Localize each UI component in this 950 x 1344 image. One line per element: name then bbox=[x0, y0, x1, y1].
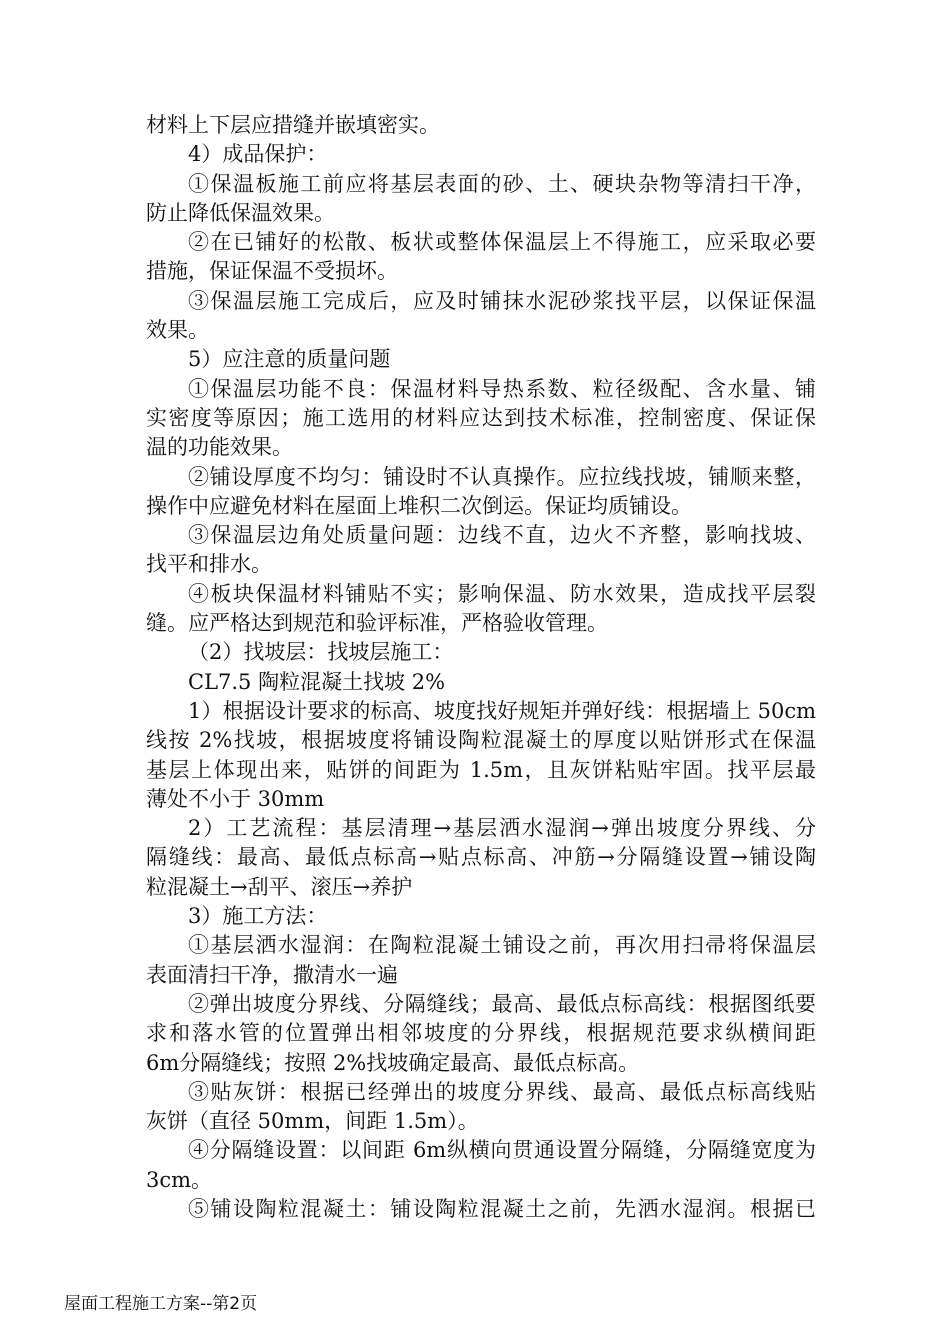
text-line: 操作中应避免材料在屋面上堆积二次倒运。保证均质铺设。 bbox=[146, 493, 692, 518]
text-line: ④板块保温材料铺贴不实；影响保温、防水效果，造成找平层裂 bbox=[188, 581, 816, 606]
text-line: 效果。 bbox=[146, 318, 209, 343]
text-line: 找平和排水。 bbox=[146, 552, 272, 577]
text-line: 3）施工方法： bbox=[188, 904, 328, 929]
text-line: ③保温层边角处质量问题：边线不直，边火不齐整，影响找坡、 bbox=[188, 523, 816, 548]
text-line: ⑤铺设陶粒混凝土：铺设陶粒混凝土之前，先洒水湿润。根据已 bbox=[188, 1196, 816, 1221]
text-line: ③保温层施工完成后，应及时铺抹水泥砂浆找平层，以保证保温 bbox=[188, 288, 816, 313]
text-line: ②铺设厚度不均匀：铺设时不认真操作。应拉线找坡，铺顺来整， bbox=[188, 464, 816, 489]
text-line: 措施，保证保温不受损坏。 bbox=[146, 259, 398, 284]
body-text bbox=[146, 111, 816, 1224]
text-line: 薄处不小于 30mm bbox=[146, 786, 325, 811]
text-line: 材料上下层应措缝并嵌填密实。 bbox=[146, 113, 440, 137]
text-line: 隔缝线：最高、最低点标高→贴点标高、冲筋→分隔缝设置→铺设陶 bbox=[146, 845, 816, 870]
text-line: 温的功能效果。 bbox=[146, 435, 293, 460]
text-line: ①基层洒水湿润：在陶粒混凝土铺设之前，再次用扫帚将保温层 bbox=[188, 933, 816, 958]
text-line: CL7.5 陶粒混凝土找坡 2% bbox=[188, 669, 446, 694]
text-line: ②弹出坡度分界线、分隔缝线；最高、最低点标高线：根据图纸要 bbox=[188, 991, 816, 1016]
text-line: 实密度等原因；施工选用的材料应达到技术标准，控制密度、保证保 bbox=[146, 405, 816, 430]
text-line: 表面清扫干净，撒清水一遍 bbox=[146, 962, 398, 987]
text-line: ③贴灰饼：根据已经弹出的坡度分界线、最高、最低点标高线贴 bbox=[188, 1079, 816, 1104]
text-line: 线按 2%找坡，根据坡度将铺设陶粒混凝土的厚度以贴饼形式在保温 bbox=[146, 728, 816, 753]
text-line: 缝。应严格达到规范和验评标准，严格验收管理。 bbox=[146, 611, 608, 636]
text-line: 3cm。 bbox=[146, 1167, 213, 1192]
text-line: ①保温板施工前应将基层表面的砂、土、硬块杂物等清扫干净， bbox=[188, 171, 816, 196]
text-line: 基层上体现出来，贴饼的间距为 1.5m，且灰饼粘贴牢固。找平层最 bbox=[146, 757, 816, 782]
page-footer: 屋面工程施工方案--第2页 bbox=[64, 1294, 258, 1314]
text-line: 粒混凝土→刮平、滚压→养护 bbox=[146, 874, 413, 899]
text-line: 灰饼（直径 50mm，间距 1.5m）。 bbox=[146, 1109, 479, 1134]
text-line: 6m分隔缝线；按照 2%找坡确定最高、最低点标高。 bbox=[146, 1050, 640, 1075]
text-line: 4）成品保护： bbox=[188, 142, 328, 167]
text-line: 5）应注意的质量问题 bbox=[188, 347, 391, 372]
text-line: ②在已铺好的松散、板状或整体保温层上不得施工，应采取必要 bbox=[188, 230, 816, 255]
text-line: 求和落水管的位置弹出相邻坡度的分界线，根据规范要求纵横间距 bbox=[146, 1021, 816, 1046]
text-line: 1）根据设计要求的标高、坡度找好规矩并弹好线：根据墙上 50cm bbox=[188, 698, 816, 723]
text-line: ①保温层功能不良：保温材料导热系数、粒径级配、含水量、铺 bbox=[188, 376, 816, 401]
text-line: （2）找坡层：找坡层施工： bbox=[188, 640, 454, 665]
text-line: 防止降低保温效果。 bbox=[146, 200, 335, 225]
text-line: ④分隔缝设置：以间距 6m纵横向贯通设置分隔缝，分隔缝宽度为 bbox=[188, 1138, 816, 1163]
text-line: 2）工艺流程：基层清理→基层洒水湿润→弹出坡度分界线、分 bbox=[188, 816, 816, 841]
